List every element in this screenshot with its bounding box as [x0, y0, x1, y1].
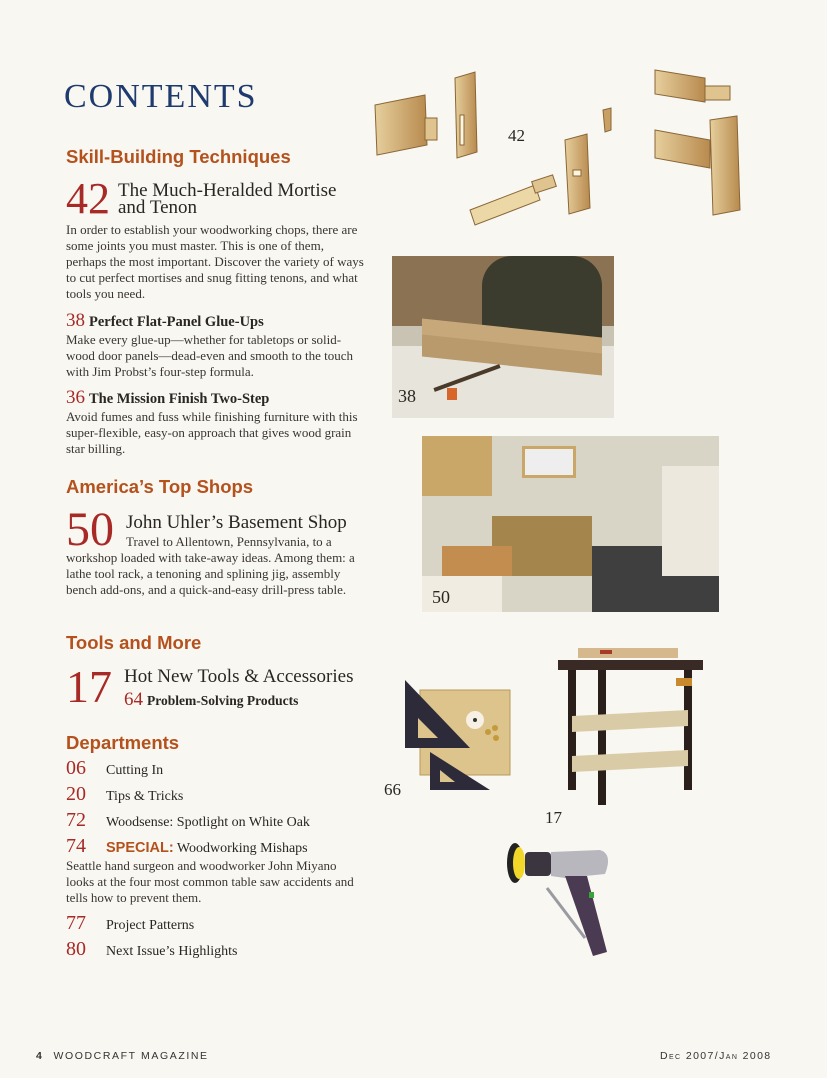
entry-title: Woodsense: Spotlight on White Oak [106, 815, 310, 830]
section-heading-skill-building: Skill-Building Techniques [66, 146, 291, 167]
page-number: 50 [66, 503, 114, 556]
triangle-squares-photo [400, 680, 515, 795]
section-heading-tools: Tools and More [66, 632, 202, 653]
entry-title: Perfect Flat-Panel Glue-Ups [89, 314, 264, 330]
image-caption: 50 [432, 587, 450, 607]
page-title: CONTENTS [64, 78, 258, 115]
toc-entry-mishaps[interactable] [66, 835, 366, 906]
page-number: 36 [66, 387, 85, 408]
entry-title: The Mission Finish Two-Step [89, 391, 270, 407]
entry-title: John Uhler’s Basement Shop [126, 512, 347, 533]
footer-publication [36, 1050, 209, 1062]
glue-up-photo [392, 256, 614, 418]
toc-entry-uhler-shop[interactable] [66, 503, 366, 598]
special-label: SPECIAL: [106, 840, 174, 856]
entry-title: Hot New Tools & Accessories [124, 666, 354, 687]
page-number: 74 [66, 835, 86, 857]
mortise-tenon-illustration [365, 60, 765, 230]
toc-entry-mission-finish[interactable] [66, 387, 366, 457]
page-number: 72 [66, 809, 86, 831]
page-number: 80 [66, 938, 86, 960]
page-number: 17 [66, 661, 112, 712]
image-caption: 17 [545, 808, 562, 827]
page-number: 38 [66, 310, 85, 331]
page-number: 06 [66, 757, 86, 779]
entry-description: Make every glue-up—whether for tabletops or solid-wood door panels—dead-even and smooth to the touch with Jim Probst’s four-step formula. [66, 332, 354, 379]
entry-description: In order to establish your woodworking chops, there are some joints you must master. This is one of them, perhaps the most important. Discover the variety of ways to cut perfect mortises and snug fitting tenons, and what tools you need. [66, 222, 364, 301]
entry-title: Tips & Tricks [106, 789, 184, 804]
entry-title: Problem-Solving Products [147, 693, 299, 708]
entry-description: Avoid fumes and fuss while finishing furniture with this super-flexible, easy-on approach that gives wood grain star billing. [66, 409, 358, 456]
entry-title: Cutting In [106, 763, 164, 778]
footer-magazine-name: WOODCRAFT MAGAZINE [53, 1050, 209, 1062]
entry-title: Woodworking Mishaps [176, 841, 308, 856]
page-number: 64 [124, 689, 143, 710]
page-number: 77 [66, 912, 86, 934]
toc-entry-project-patterns[interactable] [66, 912, 194, 935]
toc-entry-glue-ups[interactable] [66, 310, 366, 380]
toc-entry-woodsense[interactable] [66, 809, 310, 832]
entry-title: Project Patterns [106, 918, 195, 933]
toc-entry-next-issue[interactable] [66, 938, 237, 961]
image-caption: 42 [508, 126, 525, 145]
entry-title: The Much-Heralded Mortise and Tenon [118, 180, 337, 218]
entry-title: Next Issue’s Highlights [106, 944, 238, 959]
entry-description-line1: Travel to Allentown, Pennsylvania, to a [126, 534, 332, 549]
section-heading-top-shops: America’s Top Shops [66, 476, 254, 497]
entry-description: Seattle hand surgeon and woodworker John Miyano looks at the four most common table saw accidents and tells how to prevent them. [66, 858, 354, 905]
router-table-photo [558, 648, 708, 808]
image-caption: 66 [384, 780, 401, 799]
toc-entry-tips-tricks[interactable] [66, 783, 183, 806]
section-heading-departments: Departments [66, 732, 180, 753]
image-caption: 38 [398, 386, 416, 406]
page-number: 42 [66, 174, 110, 223]
workshop-photo [422, 436, 719, 612]
toc-entry-mortise-tenon[interactable] [66, 174, 366, 302]
entry-description: workshop loaded with take-away ideas. Among them: a lathe tool rack, a tenoning and splining jig, assembly bench add-ons, and a quick-and-easy drill-press table. [66, 550, 355, 597]
toc-entry-hot-new-tools[interactable] [66, 661, 366, 712]
mini-sander-photo [505, 840, 625, 965]
footer-page-number: 4 [36, 1050, 44, 1062]
toc-entry-cutting-in[interactable] [66, 757, 163, 780]
footer-issue-date: Dec 2007/Jan 2008 [660, 1050, 772, 1062]
page-number: 20 [66, 783, 86, 805]
